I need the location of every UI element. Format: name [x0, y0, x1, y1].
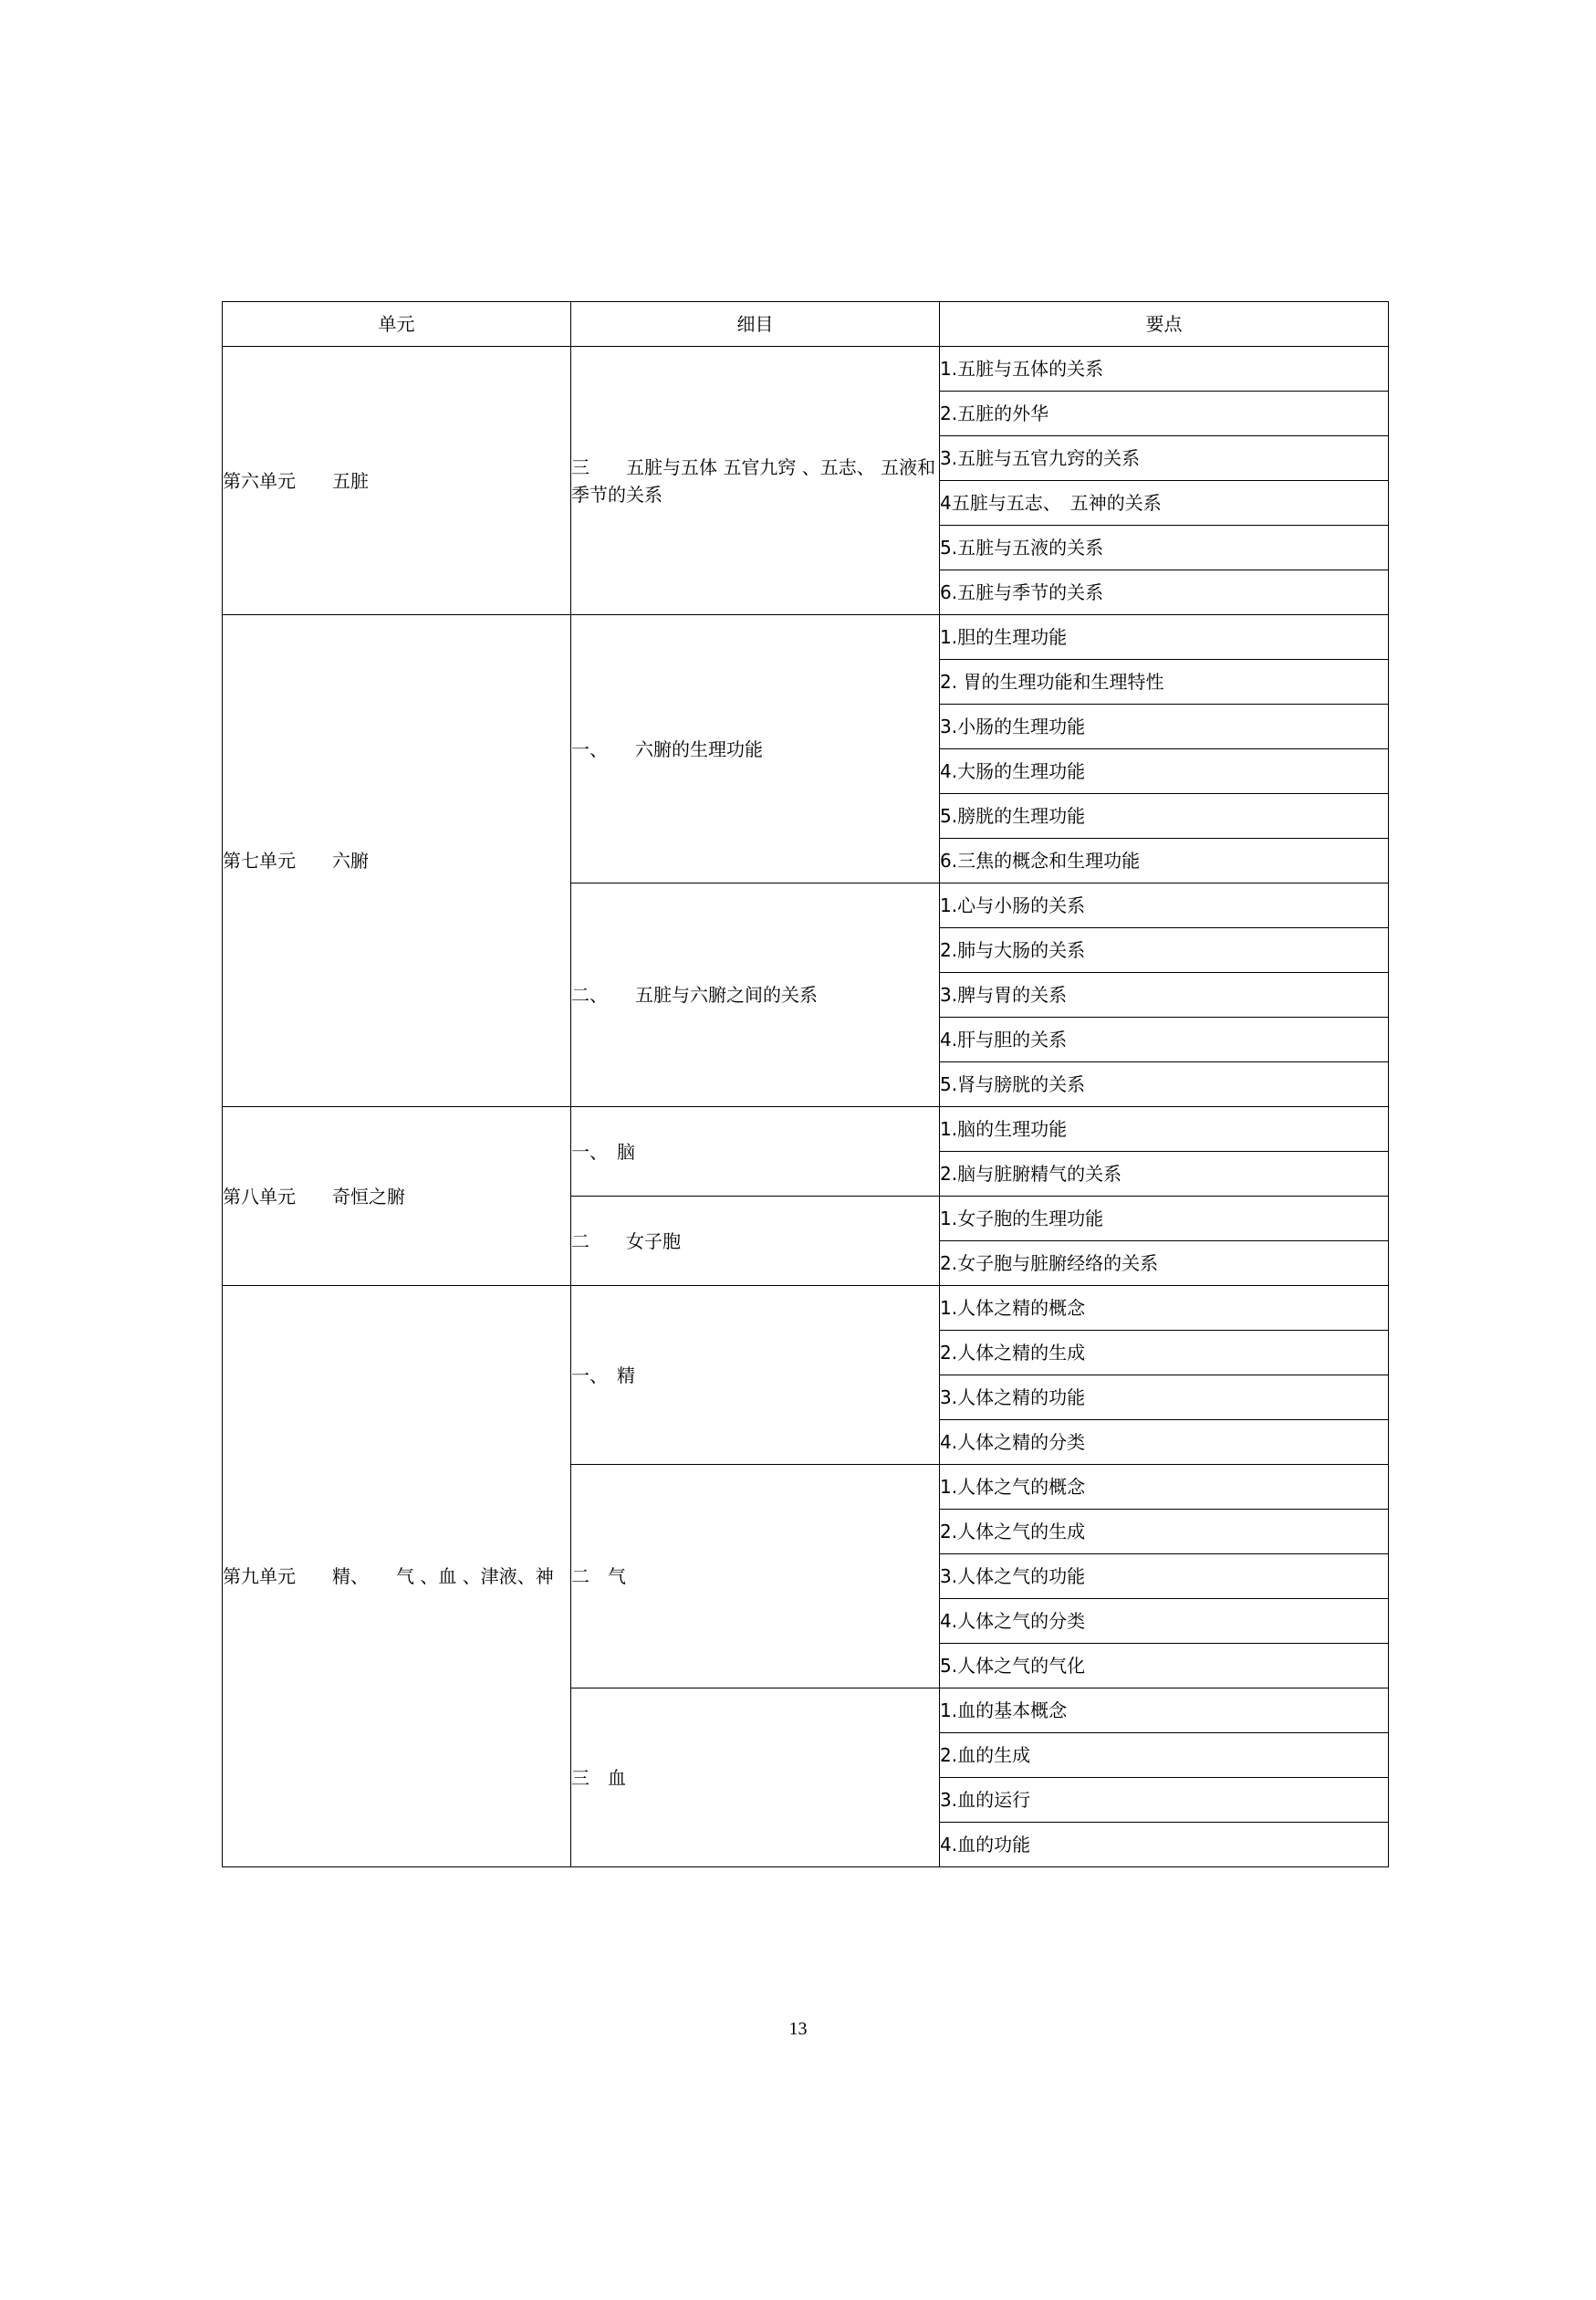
detail-cell: 一、 六腑的生理功能: [571, 615, 940, 883]
point-cell: 2.女子胞与脏腑经络的关系: [940, 1241, 1389, 1286]
point-cell: 1.血的基本概念: [940, 1688, 1389, 1733]
detail-cell: 二、 五脏与六腑之间的关系: [571, 883, 940, 1107]
table-row: [223, 347, 1389, 392]
point-cell: 2.人体之精的生成: [940, 1331, 1389, 1375]
point-cell: 3.人体之精的功能: [940, 1375, 1389, 1420]
point-cell: 2.人体之气的生成: [940, 1510, 1389, 1554]
table-row: [223, 1107, 1389, 1152]
page-number: 13: [788, 2019, 808, 2039]
table-row: [223, 615, 1389, 660]
point-cell: 3.五脏与五官九窍的关系: [940, 436, 1389, 481]
point-cell: 3.脾与胃的关系: [940, 973, 1389, 1018]
point-cell: 5.五脏与五液的关系: [940, 526, 1389, 570]
detail-cell: 一、 脑: [571, 1107, 940, 1197]
point-cell: 2.肺与大肠的关系: [940, 928, 1389, 973]
column-header-detail: 细目: [571, 302, 940, 347]
detail-cell: 二 气: [571, 1465, 940, 1688]
detail-cell: 一、 精: [571, 1286, 940, 1465]
point-cell: 3.血的运行: [940, 1778, 1389, 1823]
point-cell: 3.小肠的生理功能: [940, 705, 1389, 749]
point-cell: 4.大肠的生理功能: [940, 749, 1389, 794]
detail-cell: 三 五脏与五体 五官九窍 、五志、 五液和季节的关系: [571, 347, 940, 615]
point-cell: 6.三焦的概念和生理功能: [940, 839, 1389, 883]
detail-cell: 二 女子胞: [571, 1197, 940, 1286]
point-cell: 1.脑的生理功能: [940, 1107, 1389, 1152]
point-cell: 1.女子胞的生理功能: [940, 1197, 1389, 1241]
column-header-unit: 单元: [223, 302, 571, 347]
point-cell: 3.人体之气的功能: [940, 1554, 1389, 1599]
syllabus-table-wrapper: [222, 301, 1388, 1867]
table-header-row: [223, 302, 1389, 347]
point-cell: 4.人体之气的分类: [940, 1599, 1389, 1644]
point-cell: 2. 胃的生理功能和生理特性: [940, 660, 1389, 705]
detail-cell: 三 血: [571, 1688, 940, 1867]
point-cell: 4.人体之精的分类: [940, 1420, 1389, 1465]
point-cell: 5.膀胱的生理功能: [940, 794, 1389, 839]
unit-cell: 第六单元 五脏: [223, 347, 571, 615]
point-cell: 2.五脏的外华: [940, 392, 1389, 436]
column-header-point: 要点: [940, 302, 1389, 347]
point-cell: 1.胆的生理功能: [940, 615, 1389, 660]
point-cell: 4五脏与五志、 五神的关系: [940, 481, 1389, 526]
point-cell: 6.五脏与季节的关系: [940, 570, 1389, 615]
syllabus-table: [222, 301, 1389, 1867]
point-cell: 4.血的功能: [940, 1823, 1389, 1867]
point-cell: 2.血的生成: [940, 1733, 1389, 1778]
unit-cell: 第九单元 精、 气 、血 、津液、神: [223, 1286, 571, 1867]
point-cell: 5.肾与膀胱的关系: [940, 1062, 1389, 1107]
point-cell: 1.五脏与五体的关系: [940, 347, 1389, 392]
point-cell: 1.人体之气的概念: [940, 1465, 1389, 1510]
point-cell: 4.肝与胆的关系: [940, 1018, 1389, 1062]
point-cell: 5.人体之气的气化: [940, 1644, 1389, 1688]
point-cell: 2.脑与脏腑精气的关系: [940, 1152, 1389, 1197]
table-row: [223, 1286, 1389, 1331]
point-cell: 1.心与小肠的关系: [940, 883, 1389, 928]
unit-cell: 第七单元 六腑: [223, 615, 571, 1107]
unit-cell: 第八单元 奇恒之腑: [223, 1107, 571, 1286]
point-cell: 1.人体之精的概念: [940, 1286, 1389, 1331]
